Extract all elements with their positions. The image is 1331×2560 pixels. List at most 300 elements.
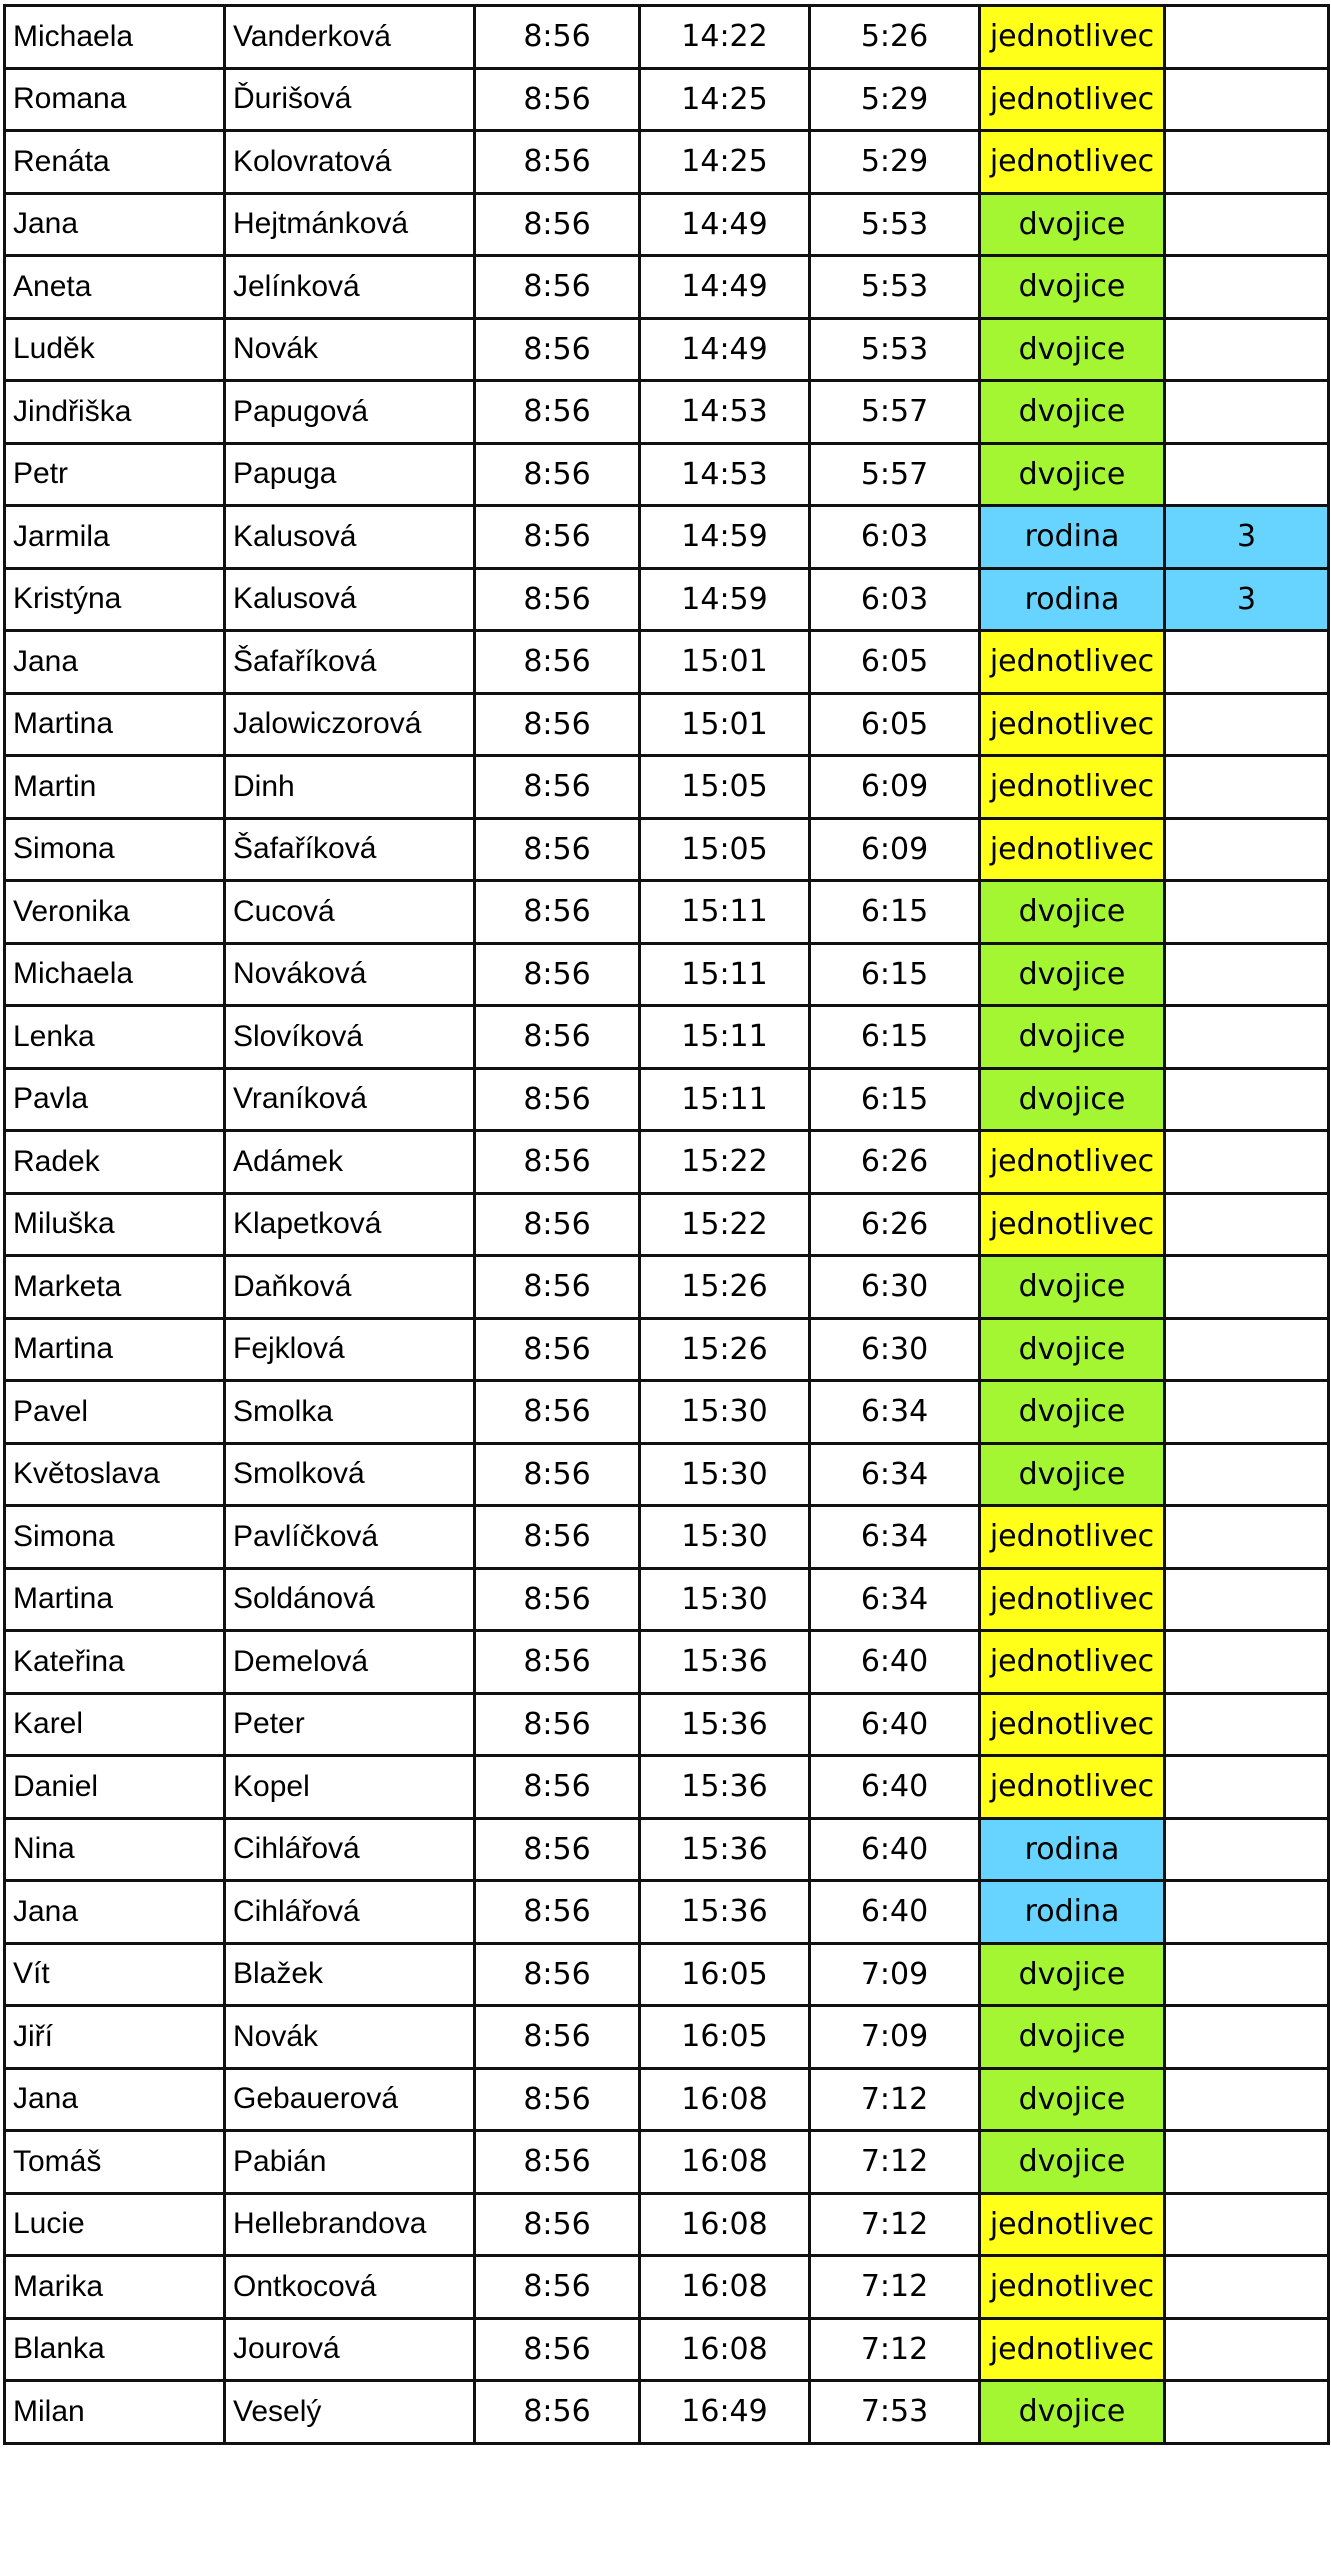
last-name-cell: Veselý	[225, 2381, 475, 2444]
first-name-cell: Michaela	[5, 943, 225, 1006]
last-name-cell: Novák	[225, 318, 475, 381]
start-time-cell: 8:56	[475, 631, 640, 694]
finish-time-cell: 14:49	[640, 193, 810, 256]
finish-time-cell: 15:22	[640, 1131, 810, 1194]
finish-time-cell: 16:08	[640, 2193, 810, 2256]
start-time-cell: 8:56	[475, 2131, 640, 2194]
total-time-cell: 5:29	[810, 131, 980, 194]
start-time-cell: 8:56	[475, 1506, 640, 1569]
family-count-cell	[1165, 756, 1329, 819]
total-time-cell: 7:09	[810, 1943, 980, 2006]
family-count-cell	[1165, 2006, 1329, 2069]
category-cell: jednotlivec	[980, 2193, 1165, 2256]
table-row	[5, 2256, 1329, 2319]
table-row	[5, 818, 1329, 881]
total-time-cell: 7:12	[810, 2193, 980, 2256]
start-time-cell: 8:56	[475, 506, 640, 569]
total-time-cell: 6:05	[810, 631, 980, 694]
start-time-cell: 8:56	[475, 2006, 640, 2069]
family-count-cell	[1165, 631, 1329, 694]
first-name-cell: Jarmila	[5, 506, 225, 569]
finish-time-cell: 15:36	[640, 1818, 810, 1881]
finish-time-cell: 14:49	[640, 256, 810, 319]
table-row	[5, 1693, 1329, 1756]
last-name-cell: Blažek	[225, 1943, 475, 2006]
start-time-cell: 8:56	[475, 1256, 640, 1319]
first-name-cell: Lenka	[5, 1006, 225, 1069]
last-name-cell: Cihlářová	[225, 1818, 475, 1881]
finish-time-cell: 16:05	[640, 2006, 810, 2069]
table-row	[5, 1568, 1329, 1631]
last-name-cell: Dinh	[225, 756, 475, 819]
start-time-cell: 8:56	[475, 256, 640, 319]
start-time-cell: 8:56	[475, 2318, 640, 2381]
start-time-cell: 8:56	[475, 1318, 640, 1381]
total-time-cell: 6:26	[810, 1131, 980, 1194]
start-time-cell: 8:56	[475, 568, 640, 631]
last-name-cell: Papuga	[225, 443, 475, 506]
first-name-cell: Aneta	[5, 256, 225, 319]
last-name-cell: Smolková	[225, 1443, 475, 1506]
total-time-cell: 5:53	[810, 318, 980, 381]
first-name-cell: Petr	[5, 443, 225, 506]
table-row	[5, 131, 1329, 194]
table-row	[5, 506, 1329, 569]
category-cell: dvojice	[980, 1006, 1165, 1069]
total-time-cell: 6:15	[810, 881, 980, 944]
table-row	[5, 193, 1329, 256]
last-name-cell: Ďurišová	[225, 68, 475, 131]
finish-time-cell: 15:05	[640, 818, 810, 881]
last-name-cell: Slovíková	[225, 1006, 475, 1069]
last-name-cell: Papugová	[225, 381, 475, 444]
category-cell: jednotlivec	[980, 2256, 1165, 2319]
category-cell: dvojice	[980, 1256, 1165, 1319]
first-name-cell: Lucie	[5, 2193, 225, 2256]
total-time-cell: 7:12	[810, 2131, 980, 2194]
finish-time-cell: 15:36	[640, 1631, 810, 1694]
total-time-cell: 6:09	[810, 818, 980, 881]
finish-time-cell: 15:26	[640, 1256, 810, 1319]
table-row	[5, 756, 1329, 819]
table-row	[5, 443, 1329, 506]
family-count-cell	[1165, 818, 1329, 881]
last-name-cell: Fejklová	[225, 1318, 475, 1381]
total-time-cell: 5:57	[810, 381, 980, 444]
category-cell: dvojice	[980, 1318, 1165, 1381]
start-time-cell: 8:56	[475, 1068, 640, 1131]
total-time-cell: 7:12	[810, 2068, 980, 2131]
last-name-cell: Hejtmánková	[225, 193, 475, 256]
total-time-cell: 6:03	[810, 506, 980, 569]
results-table-body	[5, 6, 1329, 2444]
table-row	[5, 68, 1329, 131]
category-cell: jednotlivec	[980, 1506, 1165, 1569]
category-cell: rodina	[980, 506, 1165, 569]
family-count-cell	[1165, 1693, 1329, 1756]
first-name-cell: Jiří	[5, 2006, 225, 2069]
category-cell: dvojice	[980, 1068, 1165, 1131]
total-time-cell: 5:26	[810, 6, 980, 69]
last-name-cell: Daňková	[225, 1256, 475, 1319]
table-row	[5, 1068, 1329, 1131]
start-time-cell: 8:56	[475, 1756, 640, 1819]
last-name-cell: Klapetková	[225, 1193, 475, 1256]
finish-time-cell: 15:11	[640, 1006, 810, 1069]
finish-time-cell: 15:30	[640, 1568, 810, 1631]
finish-time-cell: 16:08	[640, 2131, 810, 2194]
total-time-cell: 6:05	[810, 693, 980, 756]
total-time-cell: 6:09	[810, 756, 980, 819]
first-name-cell: Vít	[5, 1943, 225, 2006]
last-name-cell: Soldánová	[225, 1568, 475, 1631]
family-count-cell	[1165, 1318, 1329, 1381]
family-count-cell	[1165, 693, 1329, 756]
category-cell: dvojice	[980, 2131, 1165, 2194]
category-cell: jednotlivec	[980, 131, 1165, 194]
total-time-cell: 7:53	[810, 2381, 980, 2444]
category-cell: jednotlivec	[980, 631, 1165, 694]
table-row	[5, 2193, 1329, 2256]
table-row	[5, 256, 1329, 319]
family-count-cell	[1165, 1443, 1329, 1506]
family-count-cell	[1165, 2068, 1329, 2131]
total-time-cell: 7:12	[810, 2318, 980, 2381]
first-name-cell: Tomáš	[5, 2131, 225, 2194]
first-name-cell: Martina	[5, 1568, 225, 1631]
first-name-cell: Martin	[5, 756, 225, 819]
total-time-cell: 6:15	[810, 1006, 980, 1069]
category-cell: dvojice	[980, 1443, 1165, 1506]
category-cell: jednotlivec	[980, 1693, 1165, 1756]
table-row	[5, 6, 1329, 69]
family-count-cell	[1165, 1818, 1329, 1881]
start-time-cell: 8:56	[475, 1568, 640, 1631]
start-time-cell: 8:56	[475, 693, 640, 756]
last-name-cell: Kalusová	[225, 506, 475, 569]
start-time-cell: 8:56	[475, 1818, 640, 1881]
category-cell: jednotlivec	[980, 1131, 1165, 1194]
family-count-cell	[1165, 1193, 1329, 1256]
last-name-cell: Ontkocová	[225, 2256, 475, 2319]
finish-time-cell: 15:26	[640, 1318, 810, 1381]
finish-time-cell: 15:11	[640, 881, 810, 944]
family-count-cell	[1165, 193, 1329, 256]
category-cell: dvojice	[980, 381, 1165, 444]
total-time-cell: 7:12	[810, 2256, 980, 2319]
start-time-cell: 8:56	[475, 1193, 640, 1256]
first-name-cell: Pavel	[5, 1381, 225, 1444]
last-name-cell: Novák	[225, 2006, 475, 2069]
first-name-cell: Jana	[5, 631, 225, 694]
last-name-cell: Šafaříková	[225, 818, 475, 881]
total-time-cell: 6:15	[810, 943, 980, 1006]
first-name-cell: Milan	[5, 2381, 225, 2444]
first-name-cell: Luděk	[5, 318, 225, 381]
category-cell: jednotlivec	[980, 1631, 1165, 1694]
total-time-cell: 7:09	[810, 2006, 980, 2069]
family-count-cell	[1165, 1943, 1329, 2006]
family-count-cell	[1165, 256, 1329, 319]
table-row	[5, 1006, 1329, 1069]
last-name-cell: Nováková	[225, 943, 475, 1006]
last-name-cell: Hellebrandova	[225, 2193, 475, 2256]
family-count-cell	[1165, 943, 1329, 1006]
start-time-cell: 8:56	[475, 443, 640, 506]
family-count-cell	[1165, 1256, 1329, 1319]
category-cell: jednotlivec	[980, 693, 1165, 756]
start-time-cell: 8:56	[475, 818, 640, 881]
family-count-cell	[1165, 68, 1329, 131]
first-name-cell: Martina	[5, 693, 225, 756]
family-count-cell	[1165, 1631, 1329, 1694]
category-cell: jednotlivec	[980, 1568, 1165, 1631]
family-count-cell	[1165, 1068, 1329, 1131]
total-time-cell: 5:57	[810, 443, 980, 506]
last-name-cell: Pavlíčková	[225, 1506, 475, 1569]
finish-time-cell: 15:11	[640, 943, 810, 1006]
finish-time-cell: 15:22	[640, 1193, 810, 1256]
start-time-cell: 8:56	[475, 1693, 640, 1756]
category-cell: dvojice	[980, 443, 1165, 506]
start-time-cell: 8:56	[475, 193, 640, 256]
total-time-cell: 6:30	[810, 1256, 980, 1319]
category-cell: dvojice	[980, 256, 1165, 319]
table-row	[5, 1256, 1329, 1319]
finish-time-cell: 15:11	[640, 1068, 810, 1131]
category-cell: rodina	[980, 1818, 1165, 1881]
family-count-cell	[1165, 881, 1329, 944]
table-row	[5, 2381, 1329, 2444]
family-count-cell	[1165, 1756, 1329, 1819]
family-count-cell	[1165, 381, 1329, 444]
category-cell: jednotlivec	[980, 1756, 1165, 1819]
start-time-cell: 8:56	[475, 943, 640, 1006]
finish-time-cell: 15:05	[640, 756, 810, 819]
family-count-cell	[1165, 1381, 1329, 1444]
last-name-cell: Demelová	[225, 1631, 475, 1694]
table-row	[5, 1756, 1329, 1819]
start-time-cell: 8:56	[475, 1443, 640, 1506]
finish-time-cell: 16:05	[640, 1943, 810, 2006]
finish-time-cell: 16:08	[640, 2256, 810, 2319]
first-name-cell: Jana	[5, 1881, 225, 1944]
category-cell: dvojice	[980, 2068, 1165, 2131]
first-name-cell: Jana	[5, 2068, 225, 2131]
results-table	[3, 4, 1330, 2445]
finish-time-cell: 16:08	[640, 2318, 810, 2381]
family-count-cell	[1165, 1506, 1329, 1569]
category-cell: jednotlivec	[980, 756, 1165, 819]
table-row	[5, 1506, 1329, 1569]
category-cell: dvojice	[980, 2006, 1165, 2069]
table-row	[5, 1818, 1329, 1881]
family-count-cell	[1165, 443, 1329, 506]
last-name-cell: Gebauerová	[225, 2068, 475, 2131]
total-time-cell: 6:30	[810, 1318, 980, 1381]
category-cell: dvojice	[980, 2381, 1165, 2444]
category-cell: dvojice	[980, 1943, 1165, 2006]
first-name-cell: Daniel	[5, 1756, 225, 1819]
family-count-cell	[1165, 2193, 1329, 2256]
family-count-cell: 3	[1165, 568, 1329, 631]
finish-time-cell: 15:36	[640, 1756, 810, 1819]
category-cell: dvojice	[980, 943, 1165, 1006]
family-count-cell	[1165, 1006, 1329, 1069]
first-name-cell: Romana	[5, 68, 225, 131]
start-time-cell: 8:56	[475, 2068, 640, 2131]
finish-time-cell: 15:36	[640, 1693, 810, 1756]
finish-time-cell: 15:30	[640, 1381, 810, 1444]
start-time-cell: 8:56	[475, 2256, 640, 2319]
last-name-cell: Cucová	[225, 881, 475, 944]
total-time-cell: 6:34	[810, 1381, 980, 1444]
last-name-cell: Jelínková	[225, 256, 475, 319]
finish-time-cell: 15:01	[640, 693, 810, 756]
table-row	[5, 1443, 1329, 1506]
table-row	[5, 2068, 1329, 2131]
total-time-cell: 6:40	[810, 1756, 980, 1819]
total-time-cell: 6:40	[810, 1818, 980, 1881]
family-count-cell	[1165, 6, 1329, 69]
first-name-cell: Jindřiška	[5, 381, 225, 444]
first-name-cell: Kateřina	[5, 1631, 225, 1694]
finish-time-cell: 14:25	[640, 131, 810, 194]
last-name-cell: Jalowiczorová	[225, 693, 475, 756]
last-name-cell: Kalusová	[225, 568, 475, 631]
start-time-cell: 8:56	[475, 68, 640, 131]
table-row	[5, 2318, 1329, 2381]
start-time-cell: 8:56	[475, 1381, 640, 1444]
category-cell: jednotlivec	[980, 68, 1165, 131]
total-time-cell: 6:26	[810, 1193, 980, 1256]
table-row	[5, 1631, 1329, 1694]
table-row	[5, 881, 1329, 944]
category-cell: dvojice	[980, 193, 1165, 256]
start-time-cell: 8:56	[475, 1131, 640, 1194]
total-time-cell: 6:40	[810, 1693, 980, 1756]
last-name-cell: Jourová	[225, 2318, 475, 2381]
table-row	[5, 2006, 1329, 2069]
category-cell: dvojice	[980, 1381, 1165, 1444]
start-time-cell: 8:56	[475, 2193, 640, 2256]
first-name-cell: Karel	[5, 1693, 225, 1756]
finish-time-cell: 14:22	[640, 6, 810, 69]
last-name-cell: Vanderková	[225, 6, 475, 69]
category-cell: dvojice	[980, 881, 1165, 944]
family-count-cell	[1165, 2381, 1329, 2444]
first-name-cell: Květoslava	[5, 1443, 225, 1506]
first-name-cell: Pavla	[5, 1068, 225, 1131]
start-time-cell: 8:56	[475, 318, 640, 381]
last-name-cell: Kopel	[225, 1756, 475, 1819]
total-time-cell: 6:40	[810, 1631, 980, 1694]
start-time-cell: 8:56	[475, 881, 640, 944]
table-row	[5, 1943, 1329, 2006]
last-name-cell: Adámek	[225, 1131, 475, 1194]
first-name-cell: Michaela	[5, 6, 225, 69]
family-count-cell	[1165, 1881, 1329, 1944]
finish-time-cell: 15:30	[640, 1443, 810, 1506]
finish-time-cell: 16:49	[640, 2381, 810, 2444]
first-name-cell: Veronika	[5, 881, 225, 944]
last-name-cell: Šafaříková	[225, 631, 475, 694]
first-name-cell: Nina	[5, 1818, 225, 1881]
category-cell: dvojice	[980, 318, 1165, 381]
finish-time-cell: 15:01	[640, 631, 810, 694]
start-time-cell: 8:56	[475, 1881, 640, 1944]
table-row	[5, 631, 1329, 694]
family-count-cell	[1165, 2131, 1329, 2194]
finish-time-cell: 14:53	[640, 381, 810, 444]
category-cell: jednotlivec	[980, 2318, 1165, 2381]
first-name-cell: Simona	[5, 1506, 225, 1569]
last-name-cell: Smolka	[225, 1381, 475, 1444]
family-count-cell	[1165, 1568, 1329, 1631]
category-cell: rodina	[980, 568, 1165, 631]
start-time-cell: 8:56	[475, 1631, 640, 1694]
start-time-cell: 8:56	[475, 1006, 640, 1069]
first-name-cell: Radek	[5, 1131, 225, 1194]
family-count-cell: 3	[1165, 506, 1329, 569]
start-time-cell: 8:56	[475, 131, 640, 194]
last-name-cell: Kolovratová	[225, 131, 475, 194]
start-time-cell: 8:56	[475, 381, 640, 444]
first-name-cell: Kristýna	[5, 568, 225, 631]
family-count-cell	[1165, 131, 1329, 194]
table-row	[5, 318, 1329, 381]
table-row	[5, 693, 1329, 756]
finish-time-cell: 16:08	[640, 2068, 810, 2131]
first-name-cell: Marketa	[5, 1256, 225, 1319]
table-row	[5, 381, 1329, 444]
family-count-cell	[1165, 318, 1329, 381]
category-cell: jednotlivec	[980, 818, 1165, 881]
family-count-cell	[1165, 2318, 1329, 2381]
table-row	[5, 1193, 1329, 1256]
first-name-cell: Simona	[5, 818, 225, 881]
category-cell: rodina	[980, 1881, 1165, 1944]
finish-time-cell: 14:59	[640, 506, 810, 569]
table-row	[5, 1881, 1329, 1944]
finish-time-cell: 14:59	[640, 568, 810, 631]
first-name-cell: Jana	[5, 193, 225, 256]
first-name-cell: Martina	[5, 1318, 225, 1381]
start-time-cell: 8:56	[475, 756, 640, 819]
category-cell: jednotlivec	[980, 6, 1165, 69]
last-name-cell: Pabián	[225, 2131, 475, 2194]
total-time-cell: 6:03	[810, 568, 980, 631]
table-row	[5, 1381, 1329, 1444]
table-row	[5, 2131, 1329, 2194]
total-time-cell: 6:15	[810, 1068, 980, 1131]
first-name-cell: Renáta	[5, 131, 225, 194]
last-name-cell: Vraníková	[225, 1068, 475, 1131]
total-time-cell: 5:53	[810, 193, 980, 256]
finish-time-cell: 14:49	[640, 318, 810, 381]
total-time-cell: 6:40	[810, 1881, 980, 1944]
category-cell: jednotlivec	[980, 1193, 1165, 1256]
finish-time-cell: 15:36	[640, 1881, 810, 1944]
first-name-cell: Blanka	[5, 2318, 225, 2381]
last-name-cell: Peter	[225, 1693, 475, 1756]
family-count-cell	[1165, 1131, 1329, 1194]
total-time-cell: 5:29	[810, 68, 980, 131]
last-name-cell: Cihlářová	[225, 1881, 475, 1944]
first-name-cell: Marika	[5, 2256, 225, 2319]
finish-time-cell: 14:53	[640, 443, 810, 506]
total-time-cell: 5:53	[810, 256, 980, 319]
